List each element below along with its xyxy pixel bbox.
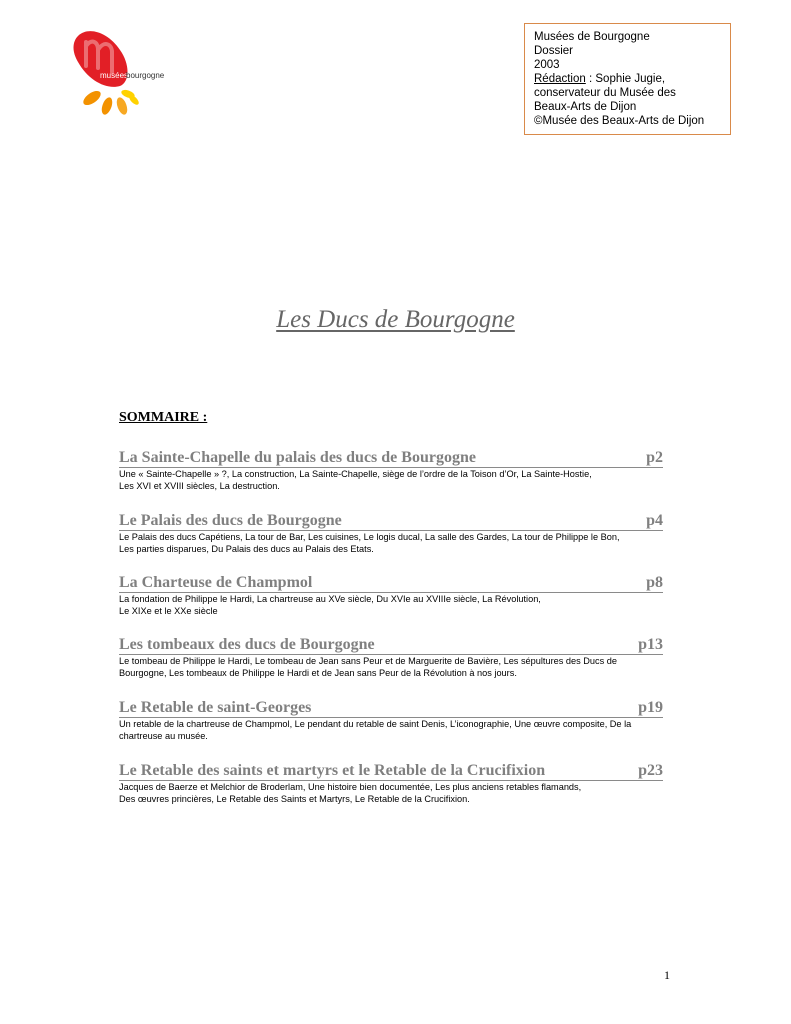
logo-orange-petal-2 [100,96,115,116]
toc-entry-description [119,656,663,679]
toc-entry-desc-line: Le XIXe et le XXe siècle [119,605,218,616]
toc-entry[interactable] [119,572,663,617]
toc-entry-heading [119,572,663,593]
toc-entry-title: Le Retable de saint-Georges [119,699,312,716]
toc-entry-description [119,532,663,555]
toc-entry-page: p13 [638,636,663,653]
toc-entry-page: p23 [638,762,663,779]
info-redaction-label: Rédaction [534,73,586,85]
toc-entry-desc-line: Des œuvres princières, Le Retable des Saints et Martyrs, Le Retable de la Crucifixion. [119,793,470,804]
toc-entry[interactable] [119,510,663,555]
logo-text-musees: musées [100,71,129,80]
toc-entry-desc-line: Jacques de Baerze et Melchior de Broderlam, Une histoire bien documentée, Les plus anciens retables flamands, [119,782,582,792]
info-year: 2003 [534,59,560,71]
toc-entry-desc-line: Une « Sainte-Chapelle » ?, La construction, La Sainte-Chapelle, siège de l’ordre de la Toison d’Or, La Sainte-Hostie, [119,469,592,479]
toc-entry-title: La Sainte-Chapelle du palais des ducs de Bourgogne [119,449,476,466]
sommaire-heading: SOMMAIRE : [119,410,208,425]
toc-entry-desc-line: Les parties disparues, Du Palais des ducs au Palais des Etats. [119,543,374,554]
toc-entry-desc-line: Le Palais des ducs Capétiens, La tour de Bar, Les cuisines, Le logis ducal, La salle des Gardes, La tour de Philippe le Bon, [119,532,620,542]
info-author-role: conservateur du Musée des [534,87,676,99]
toc-entry-page: p2 [646,449,663,466]
info-copyright: ©Musée des Beaux-Arts de Dijon [534,115,705,127]
toc-entry-heading [119,634,663,655]
document-title: Les Ducs de Bourgogne [276,306,515,333]
info-museum: Musées de Bourgogne [534,31,650,43]
toc-entry[interactable] [119,634,663,679]
toc-entry-desc-line: La fondation de Philippe le Hardi, La chartreuse au XVe siècle, Du XVIe au XVIIIe siècle, La Révolution, [119,594,541,604]
info-type: Dossier [534,45,573,57]
logo-orange-petal-3 [115,96,130,116]
toc-entry-desc-line: Le tombeau de Philippe le Hardi, Le tombeau de Jean sans Peur et de Marguerite de Bavière, Les sépultures des Ducs de [119,656,617,666]
toc-entry-desc-line: Les XVI et XVIII siècles, La destruction. [119,480,280,491]
toc-entry-title: Les tombeaux des ducs de Bourgogne [119,636,375,653]
toc-entry-heading [119,447,663,468]
toc-entry-desc-line: Bourgogne, Les tombeaux de Philippe le Hardi et de Jean sans Peur de la Révolution à nos jours. [119,667,517,678]
toc-entry-title: Le Palais des ducs de Bourgogne [119,512,342,529]
page-number: 1 [664,968,670,982]
toc-entry-heading [119,510,663,531]
toc-entry-desc-line: chartreuse au musée. [119,730,208,741]
toc-entry[interactable] [119,697,663,742]
toc-entry-page: p19 [638,699,663,716]
toc-entry-heading [119,760,663,781]
toc-entry-page: p4 [646,512,663,529]
toc-entry-page: p8 [646,574,663,591]
info-author-role-2: Beaux-Arts de Dijon [534,101,637,113]
logo-text-bourgogne: bourgogne [126,71,165,80]
toc-entry-title: Le Retable des saints et martyrs et le Retable de la Crucifixion [119,762,546,779]
info-redaction [534,72,722,86]
toc-entry-description [119,594,663,617]
logo-orange-petal-1 [81,88,103,108]
toc-entry-heading [119,697,663,718]
toc-entry[interactable] [119,447,663,492]
toc-entry-description [119,469,663,492]
toc-entry-title: La Charteuse de Champmol [119,574,313,591]
info-redaction-author: : Sophie Jugie, [585,73,666,85]
toc-entry-description [119,782,663,805]
toc-entry-desc-line: Un retable de la chartreuse de Champmol, Le pendant du retable de saint Denis, L’iconographie, Une œuvre composite, De la [119,719,632,729]
toc-entry-description [119,719,663,742]
document-info-box [524,23,731,135]
toc-entry[interactable] [119,760,663,805]
musees-bourgogne-logo [64,22,174,122]
